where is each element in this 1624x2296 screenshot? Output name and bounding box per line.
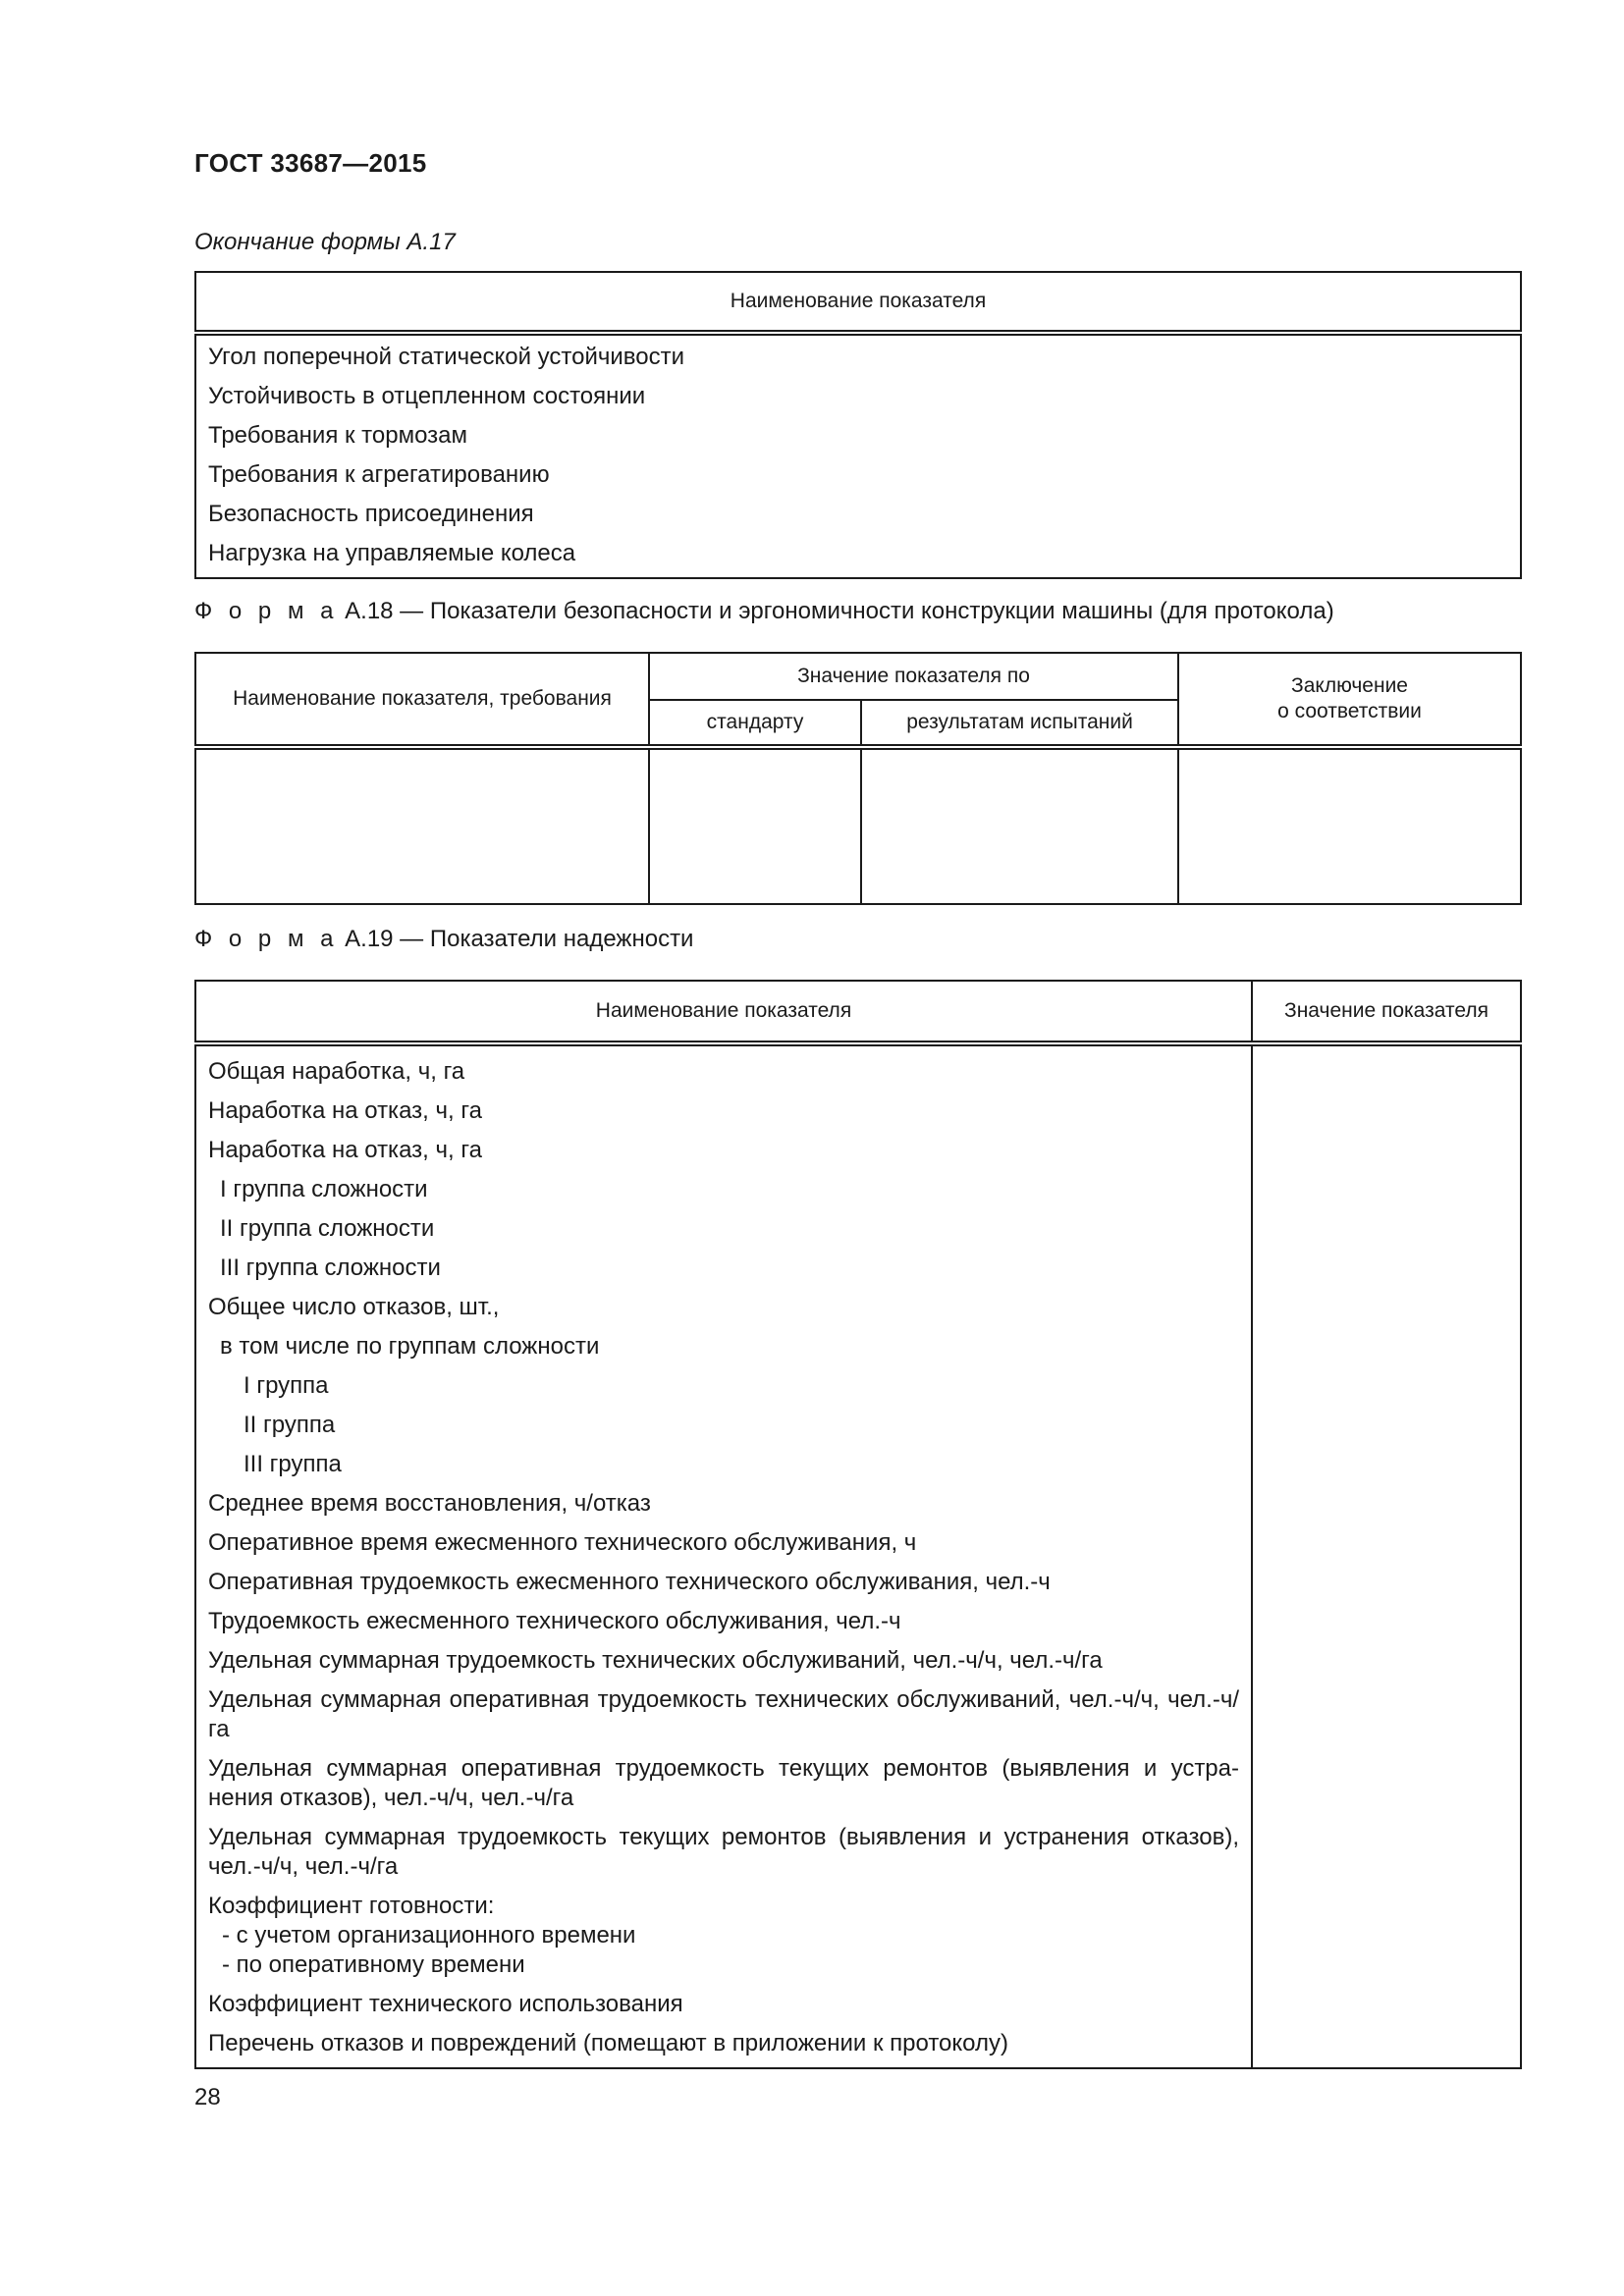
table-row: Требования к агрегатированию	[208, 461, 550, 488]
col-header-indicator-name: Наименование показателя	[195, 981, 1252, 1043]
table-row: Угол поперечной статической устойчивости	[208, 344, 684, 370]
list-item: Наработка на отказ, ч, га	[208, 1097, 482, 1124]
list-item: II группа сложности	[220, 1215, 435, 1242]
list-item: III группа	[244, 1451, 342, 1477]
indicator-list	[195, 1043, 1252, 2068]
empty-cell	[649, 747, 861, 904]
table-row: Безопасность присоединения	[208, 501, 534, 527]
list-item: Удельная суммарная трудоемкость текущих ремонтов (выявления и устранения отказов), чел.-ч/ч, чел.-ч/га	[208, 1824, 1239, 1880]
table-a17-header: Наименование показателя	[195, 272, 1521, 333]
list-item: Наработка на отказ, ч, га	[208, 1137, 482, 1163]
list-item: Удельная суммарная оперативная трудоемкость текущих ремонтов (выявления и устра-нения отказов), чел.-ч/ч, чел.-ч/га	[208, 1755, 1239, 1811]
form-a19-caption	[194, 926, 693, 953]
form-a18-caption-prefix: Ф о р м а	[194, 598, 339, 624]
table-a19	[194, 980, 1522, 2069]
list-item-line: - с учетом организационного времени	[222, 1922, 636, 1949]
list-item-line: Коэффициент готовности:	[208, 1893, 495, 1919]
standard-code: ГОСТ 33687—2015	[194, 148, 427, 178]
col-header-standard: стандарту	[649, 700, 861, 747]
col-header-conclusion-line1: Заключение	[1291, 673, 1408, 697]
list-item: I группа сложности	[220, 1176, 428, 1202]
col-header-indicator-value: Значение показателя	[1252, 981, 1521, 1043]
continuation-label: Окончание формы А.17	[194, 229, 456, 255]
col-header-conclusion	[1178, 653, 1521, 747]
list-item: Перечень отказов и повреждений (помещают в приложении к протоколу)	[208, 2030, 1008, 2056]
empty-cell	[861, 747, 1178, 904]
empty-value-cell	[1252, 1043, 1521, 2068]
table-row: Устойчивость в отцепленном состоянии	[208, 383, 646, 409]
empty-cell	[195, 747, 649, 904]
list-item: Удельная суммарная трудоемкость технических обслуживаний, чел.-ч/ч, чел.-ч/га	[208, 1647, 1103, 1674]
col-header-name-requirement: Наименование показателя, требования	[195, 653, 649, 747]
list-item: II группа	[244, 1412, 336, 1438]
page-number: 28	[194, 2084, 221, 2110]
list-item: I группа	[244, 1372, 329, 1399]
list-item: в том числе по группам сложности	[220, 1333, 600, 1360]
list-item: Трудоемкость ежесменного технического обслуживания, чел.-ч	[208, 1608, 901, 1634]
list-item: III группа сложности	[220, 1255, 441, 1281]
table-row: Нагрузка на управляемые колеса	[208, 540, 576, 566]
form-a19-caption-prefix: Ф о р м а	[194, 926, 339, 952]
col-header-conclusion-line2: о соответствии	[1277, 700, 1422, 722]
col-header-value-group: Значение показателя по	[649, 653, 1178, 700]
form-a18-caption	[194, 598, 1334, 625]
table-a18	[194, 652, 1522, 905]
col-header-test-results: результатам испытаний	[861, 700, 1178, 747]
table-row: Требования к тормозам	[208, 422, 467, 449]
list-item: Среднее время восстановления, ч/отказ	[208, 1490, 651, 1517]
list-item: Коэффициент технического использования	[208, 1991, 683, 2017]
table-a17	[194, 271, 1522, 579]
list-item: Общее число отказов, шт.,	[208, 1294, 500, 1320]
list-item: Оперативная трудоемкость ежесменного технического обслуживания, чел.-ч	[208, 1569, 1051, 1595]
list-item: Удельная суммарная оперативная трудоемкость технических обслуживаний, чел.-ч/ч, чел.-ч/га	[208, 1686, 1239, 1742]
list-item: Общая наработка, ч, га	[208, 1058, 465, 1085]
list-item: Оперативное время ежесменного технического обслуживания, ч	[208, 1529, 917, 1556]
form-a18-caption-text: А.18 — Показатели безопасности и эргономичности конструкции машины (для протокола)	[338, 598, 1334, 624]
empty-cell	[1178, 747, 1521, 904]
list-item	[196, 1887, 1251, 1985]
form-a19-caption-text: А.19 — Показатели надежности	[338, 926, 694, 952]
list-item-line: - по оперативному времени	[222, 1951, 525, 1978]
table-a17-body	[195, 333, 1521, 578]
